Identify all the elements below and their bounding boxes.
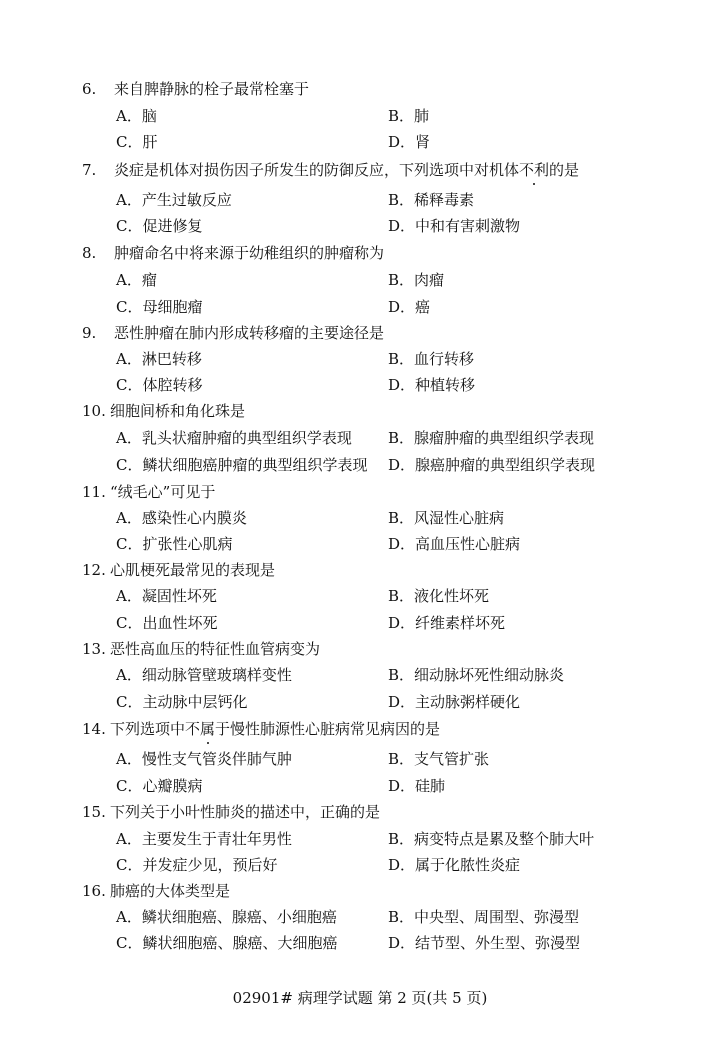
option-c: C．心瓣膜病 (116, 777, 203, 795)
option-a: A．慢性支气管炎伴肺气肿 (116, 750, 292, 768)
option-a: A．感染性心内膜炎 (116, 509, 247, 527)
question-number: 12. (82, 561, 106, 579)
question-number: 16. (82, 882, 106, 900)
question-stem: 来自脾静脉的栓子最常栓塞于 (114, 80, 310, 98)
option-c: C．鳞状细胞癌、腺癌、大细胞癌 (116, 934, 338, 952)
option-d: D．主动脉粥样硬化 (388, 693, 521, 711)
option-b: B．肺 (388, 107, 430, 125)
question-stem: 下列关于小叶性肺炎的描述中，正确的是 (110, 803, 381, 821)
question-number: 13. (82, 640, 106, 658)
option-c: C．扩张性心肌病 (116, 535, 233, 553)
emphasis-dotted-text: 不属于 (185, 720, 231, 738)
option-c: C．母细胞瘤 (116, 298, 203, 316)
question-9 (82, 322, 384, 343)
question-stem-part: 慢性肺源性心脏病常见病因的是 (230, 720, 441, 738)
option-c: C．肝 (116, 133, 158, 151)
question-12 (82, 559, 275, 580)
option-c: C．促进修复 (116, 217, 203, 235)
question-number: 15. (82, 803, 106, 821)
question-8 (82, 242, 384, 263)
option-b: B．腺瘤肿瘤的典型组织学表现 (388, 429, 595, 447)
question-stem: 细胞间桥和角化珠是 (110, 402, 246, 420)
question-15 (82, 801, 380, 822)
question-stem: 肿瘤命名中将来源于幼稚组织的肿瘤称为 (114, 244, 385, 262)
option-b: B．细动脉坏死性细动脉炎 (388, 666, 565, 684)
option-c: C．鳞状细胞癌肿瘤的典型组织学表现 (116, 456, 368, 474)
option-d: D．高血压性心脏病 (388, 535, 521, 553)
option-b: B．支气管扩张 (388, 750, 490, 768)
option-a: A．瘤 (116, 271, 157, 289)
option-a: A．乳头状瘤肿瘤的典型组织学表现 (116, 429, 352, 447)
question-16 (82, 880, 230, 901)
option-d: D．中和有害刺激物 (388, 217, 521, 235)
question-stem: “绒毛心”可见于 (110, 483, 216, 501)
option-c: C．体腔转移 (116, 376, 203, 394)
option-d: D．硅肺 (388, 777, 446, 795)
option-d: D．腺癌肿瘤的典型组织学表现 (388, 456, 596, 474)
option-d: D．种植转移 (388, 376, 476, 394)
option-a: A．淋巴转移 (116, 350, 202, 368)
question-stem: 恶性肿瘤在肺内形成转移瘤的主要途径是 (114, 324, 385, 342)
option-d: D．属于化脓性炎症 (388, 856, 521, 874)
option-b: B．血行转移 (388, 350, 475, 368)
option-d: D．纤维素样坏死 (388, 614, 506, 632)
option-a: A．脑 (116, 107, 157, 125)
option-c: C．并发症少见，预后好 (116, 856, 278, 874)
option-d: D．癌 (388, 298, 431, 316)
option-c: C．主动脉中层钙化 (116, 693, 248, 711)
emphasis-dotted-text: 不利 (519, 161, 550, 179)
option-a: A．主要发生于青壮年男性 (116, 830, 292, 848)
option-b: B．液化性坏死 (388, 587, 490, 605)
question-stem-part: 下列选项中 (110, 720, 186, 738)
question-stem: 心肌梗死最常见的表现是 (110, 561, 276, 579)
option-d: D．肾 (388, 133, 431, 151)
question-number: 11. (82, 483, 106, 501)
question-10 (82, 400, 245, 421)
option-b: B．风湿性心脏病 (388, 509, 505, 527)
page-footer: 02901# 病理学试题 第 2 页(共 5 页) (232, 989, 488, 1007)
option-b: B．病变特点是累及整个肺大叶 (388, 830, 595, 848)
question-stem: 恶性高血压的特征性血管病变为 (110, 640, 321, 658)
question-11 (82, 481, 215, 502)
question-number: 9. (82, 324, 97, 342)
question-14 (82, 718, 440, 739)
question-number: 14. (82, 720, 106, 738)
question-stem-part: 炎症是机体对损伤因子所发生的防御反应，下列选项中对机体 (114, 161, 520, 179)
option-a: A．鳞状细胞癌、腺癌、小细胞癌 (116, 908, 337, 926)
question-number: 8. (82, 244, 97, 262)
option-a: A．凝固性坏死 (116, 587, 217, 605)
question-7 (82, 159, 579, 180)
question-13 (82, 638, 320, 659)
question-stem: 肺癌的大体类型是 (110, 882, 231, 900)
option-a: A．细动脉管壁玻璃样变性 (116, 666, 292, 684)
option-b: B．稀释毒素 (388, 191, 475, 209)
question-number: 6. (82, 80, 97, 98)
question-number: 10. (82, 402, 106, 420)
option-d: D．结节型、外生型、弥漫型 (388, 934, 581, 952)
option-b: B．中央型、周围型、弥漫型 (388, 908, 580, 926)
question-number: 7. (82, 161, 97, 179)
option-c: C．出血性坏死 (116, 614, 218, 632)
option-a: A．产生过敏反应 (116, 191, 232, 209)
question-stem-part: 的是 (549, 161, 580, 179)
option-b: B．肉瘤 (388, 271, 445, 289)
question-6 (82, 78, 309, 99)
